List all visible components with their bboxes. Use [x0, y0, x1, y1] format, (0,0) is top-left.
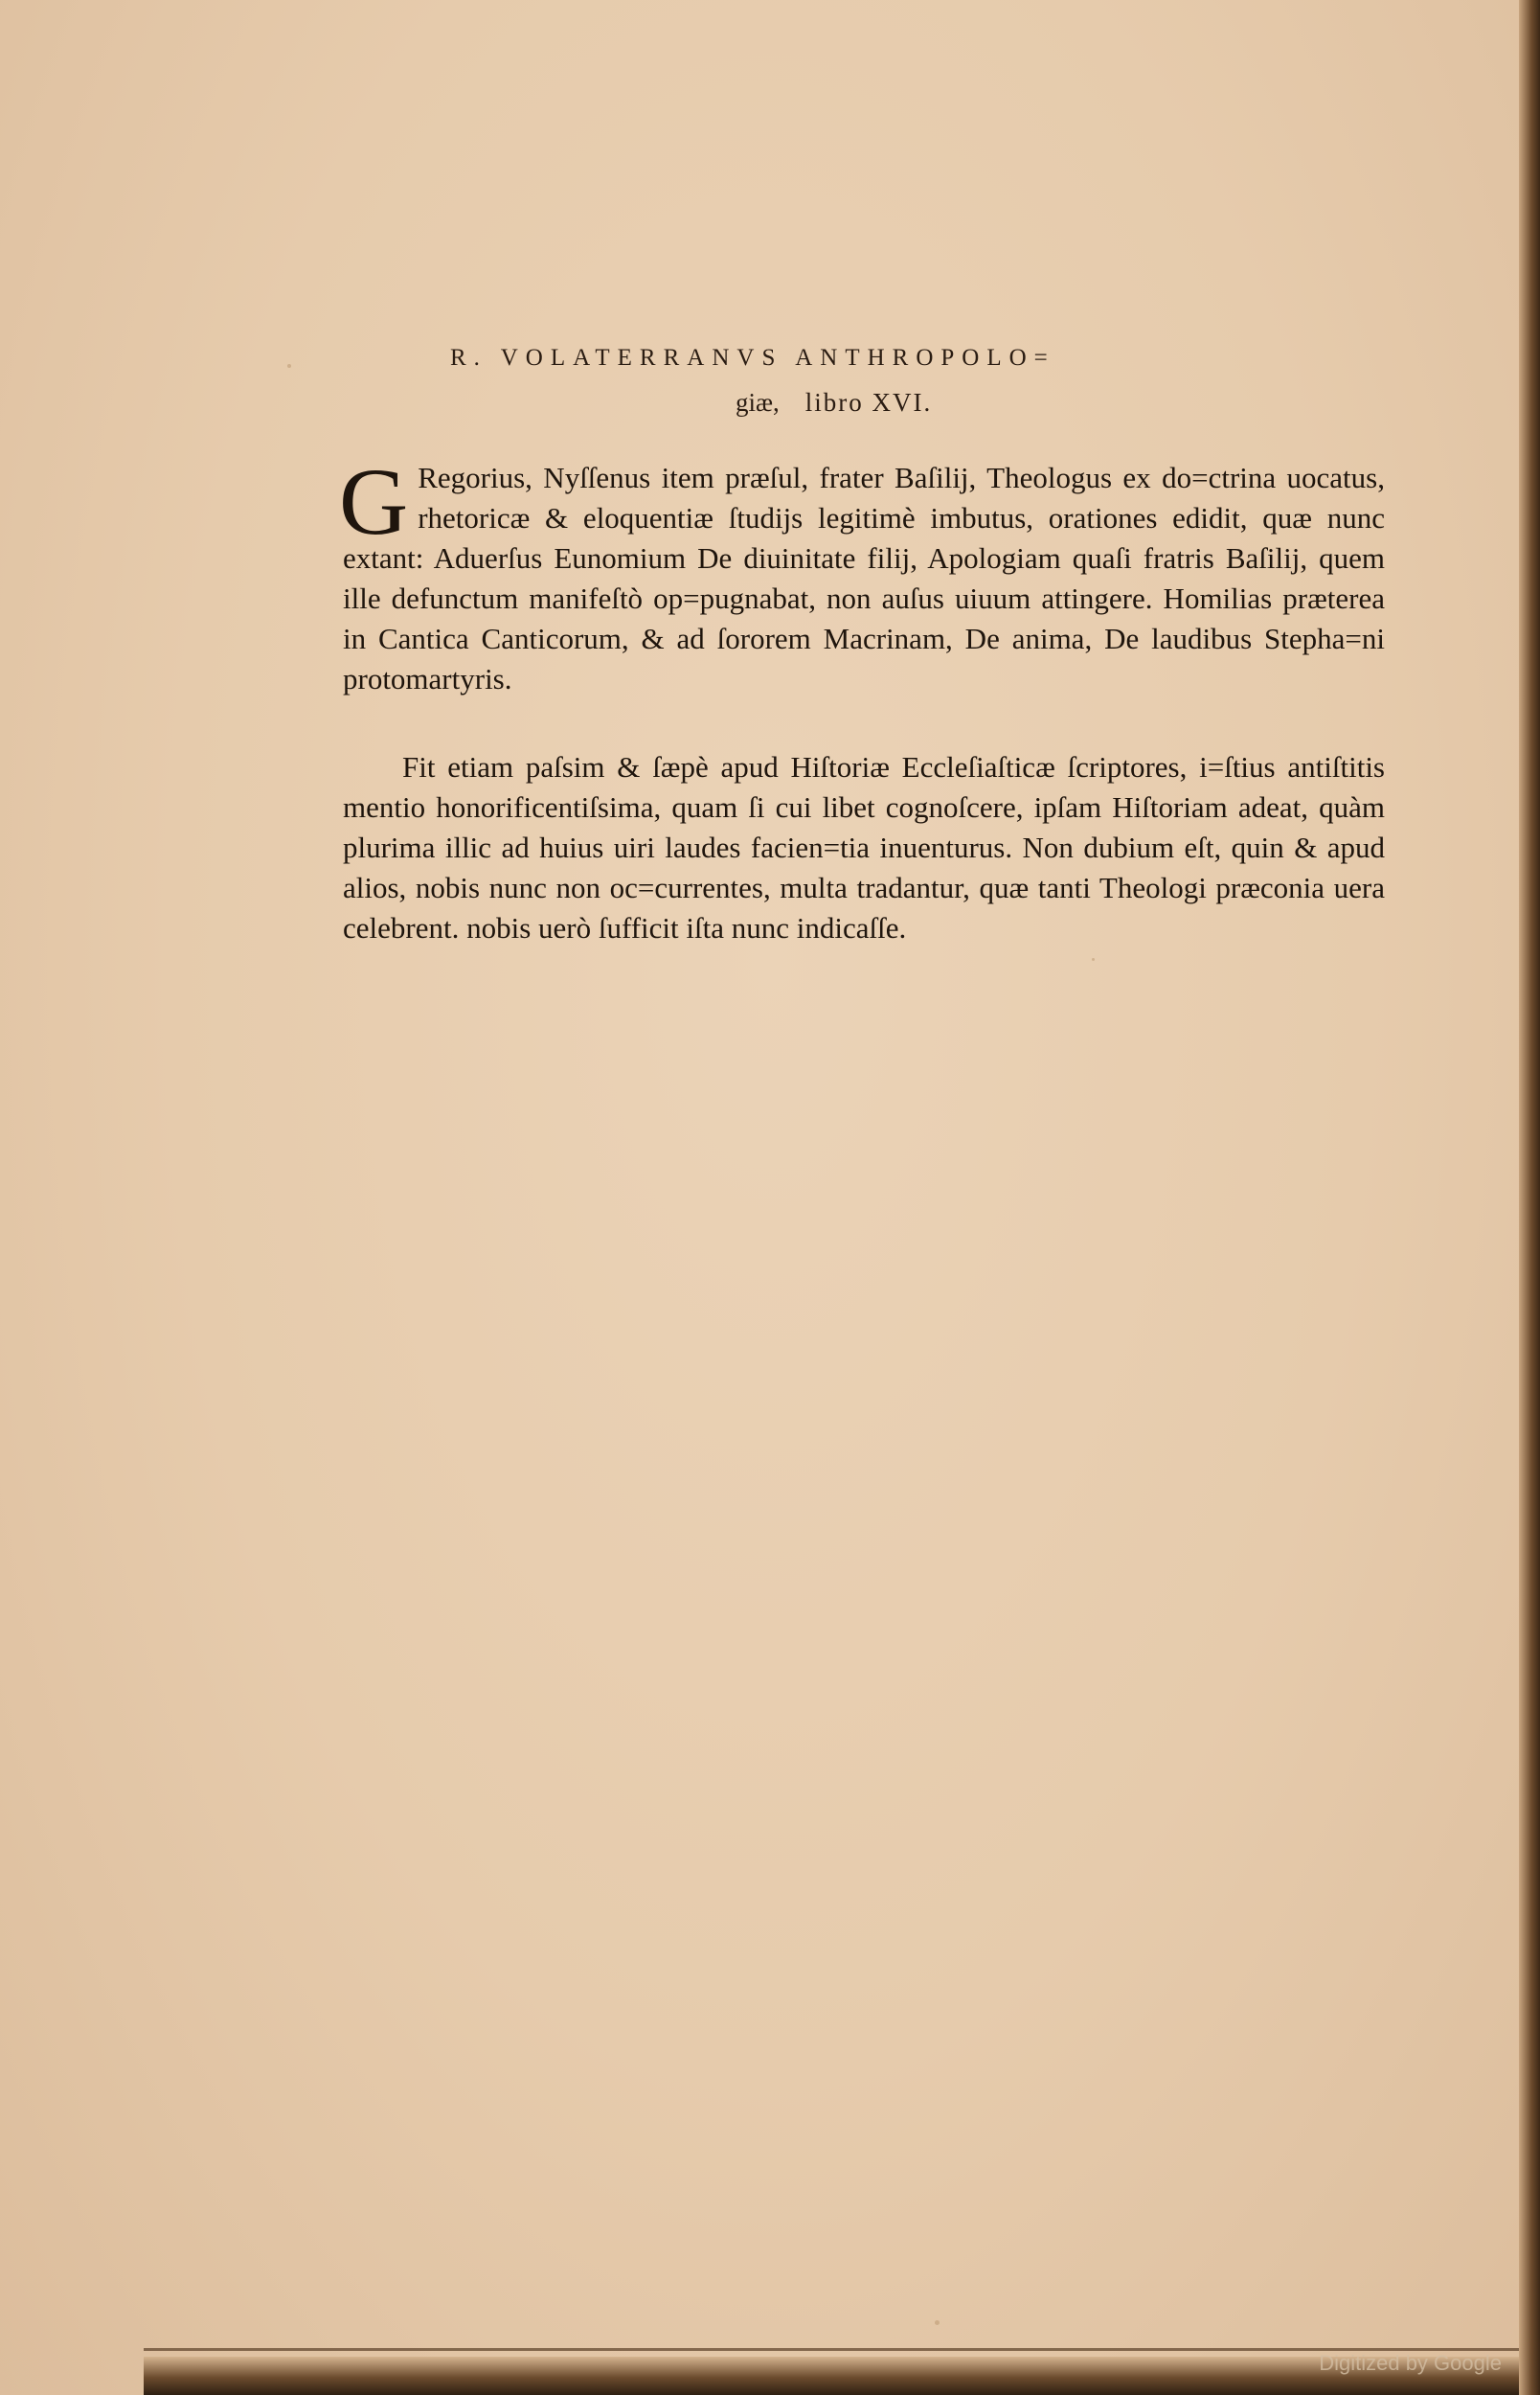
paper-spot [287, 364, 291, 368]
drop-cap: G [339, 448, 409, 555]
running-heading: R. VOLATERRANVS ANTHROPOLO= [450, 345, 1055, 371]
page-edge-line [144, 2348, 1523, 2351]
running-subheading [736, 388, 932, 418]
subheading-libro: libro XVI. [804, 388, 933, 417]
paper-spot [1092, 958, 1095, 961]
digitized-watermark: Digitized by Google [1319, 2351, 1502, 2375]
paper-spot [935, 2320, 940, 2325]
paragraph-2: Fit etiam paſsim & ſæpè apud Hiſtoriæ Eccleſiaſticæ ſcriptores, i=ſtius antiſtitis mentio honorificentiſsima, quam ſi cui libet cognoſcere, ipſam Hiſtoriam adeat, quàm plurima illic ad huius uiri laudes facien=tia inuenturus. Non dubium eſt, quin & apud alios, nobis nunc non oc=currentes, multa tradantur, quæ tanti Theologi præconia uera celebrent. nobis uerò ſufficit iſta nunc indicaſſe. [343, 750, 1385, 945]
page-right-edge [1519, 0, 1540, 2395]
paragraph-1 [339, 448, 1385, 699]
subheading-prefix: giæ, [736, 388, 780, 417]
main-text [339, 448, 1385, 948]
paragraph-1-text: Regorius, Nyſſenus item præſul, frater Baſilij, Theologus ex do=ctrina uocatus, rhetoricæ & eloquentiæ ſtudijs legitimè imbutus, orationes edidit, quæ nunc extant: Aduerſus Eunomium De diuinitate filij, Apologiam quaſi fratris Baſilij, quem ille defunctum manifeſtò op=pugnabat, non auſus uiuum attingere. Homilias præterea in Cantica Canticorum, & ad ſororem Macrinam, De anima, De laudibus Stepha=ni protomartyris. [343, 461, 1385, 696]
